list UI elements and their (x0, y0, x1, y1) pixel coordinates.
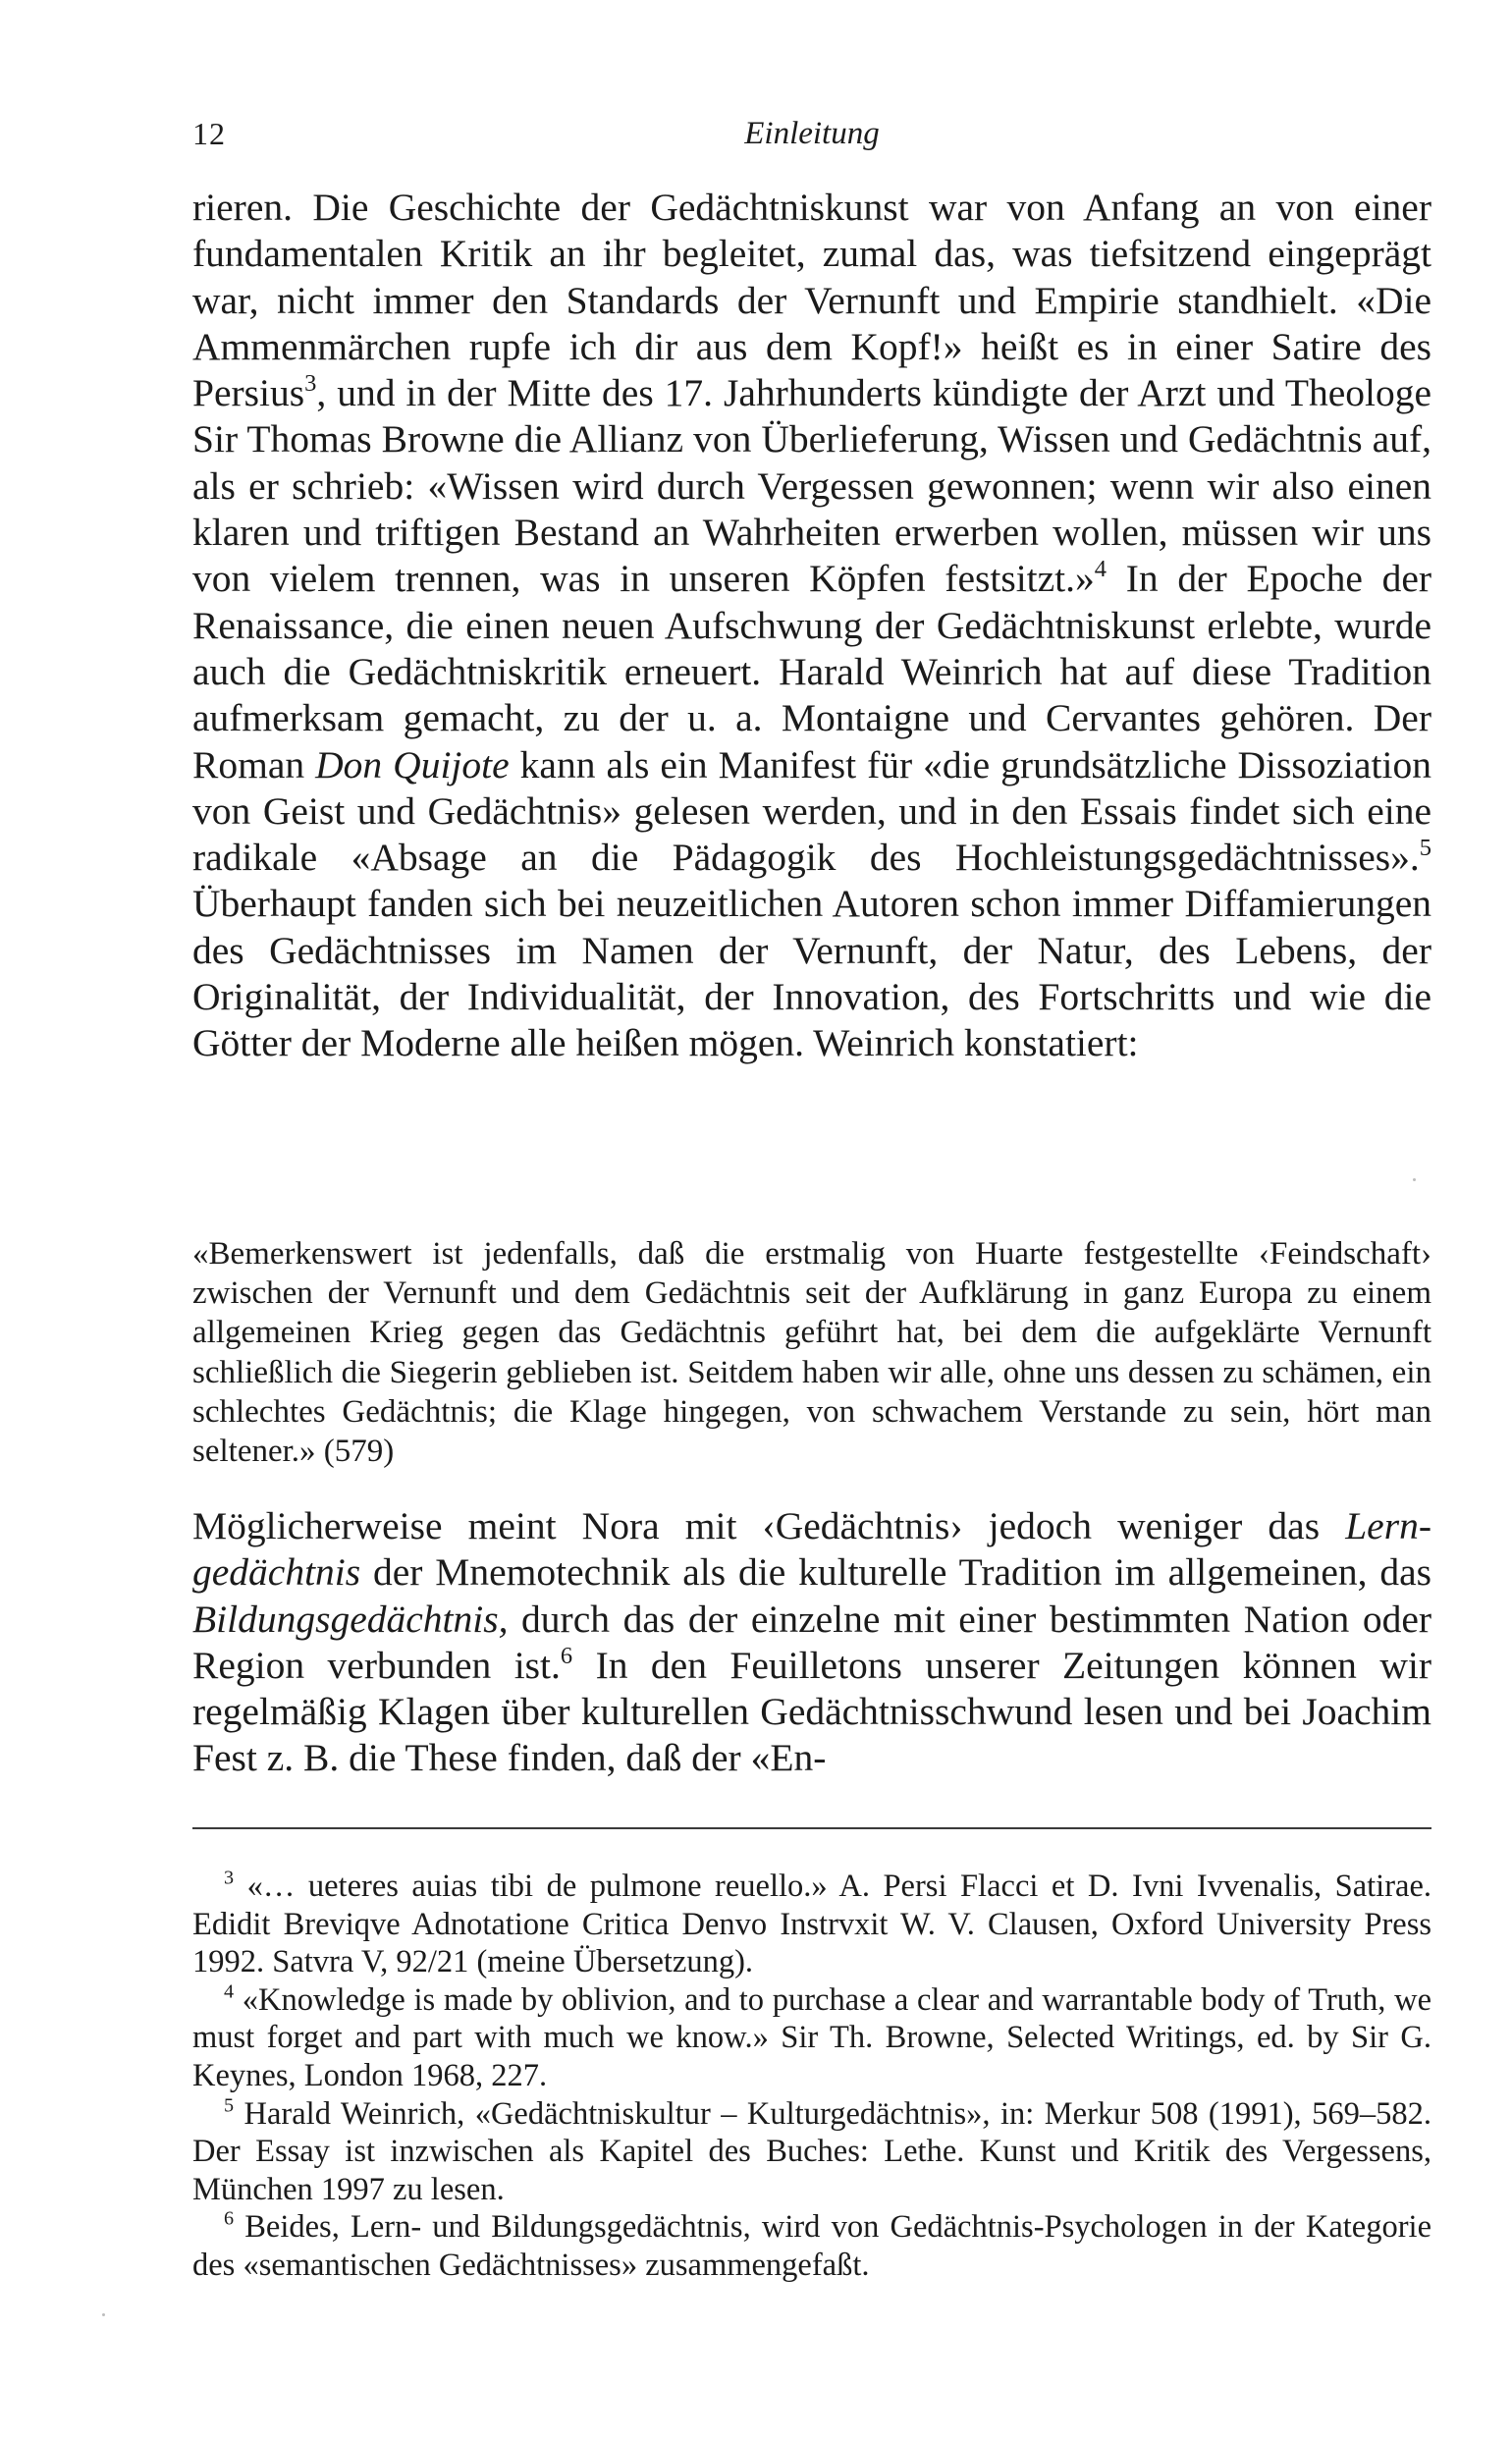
block-quote (192, 1234, 1431, 1471)
footnote-number: 4 (224, 1980, 235, 2003)
text-run: kann als ein Manifest für «die grundsätzliche Dissoziation von Geist und Gedächtnis» gelesen werden, und in den Essais findet sich eine radikale «Absage an die Pädagogik des Hochleistungsgedächtnisses». (192, 742, 1431, 880)
footnote-divider (192, 1827, 1431, 1829)
text-run: Überhaupt fanden sich bei neuzeitlichen Autoren schon immer Diffamierungen des Gedächtnisses im Namen der Vernunft, der Natur, des Lebens, der Originalität, der Individualität, der Innovation, des Fortschritts und wie die Götter der Moderne alle heißen mögen. Weinrich konstatiert: (192, 882, 1431, 1065)
main-text (192, 185, 1431, 1067)
text-run: durch das der einzelne mit einer bestimmten Nation oder Region verbunden ist. (192, 1597, 1431, 1687)
main-text-continued (192, 1503, 1431, 1782)
footnote-text: «Knowledge is made by oblivion, and to purchase a clear and warrantable body of Truth, we must forget and part with much we know.» Sir Th. Browne, Selected Writings, ed. by Sir G. Keynes, London 1968, 227. (192, 1981, 1431, 2093)
footnote-text: «… ueteres auias tibi de pulmone reuello.» A. Persi Flacci et D. Ivni Ivvenalis, Satirae. Edidit Breviqve Adnotatione Critica Denvo Instrvxit W. V. Clausen, Oxford University Press 1992. Satvra V, 92/21 (meine Übersetzung). (192, 1869, 1432, 1980)
scan-speck (1413, 1178, 1416, 1181)
footnote-ref: 6 (560, 1642, 573, 1669)
footnotes (192, 1868, 1431, 2285)
term-emphasis: Bildungsgedächtnis, (192, 1597, 509, 1641)
paragraph-1 (192, 185, 1431, 1067)
text-run: Möglicherweise meint Nora mit ‹Gedächtnis› jedoch weniger das (192, 1504, 1346, 1547)
footnote-ref: 5 (1419, 834, 1431, 861)
paragraph-2 (192, 1503, 1431, 1782)
footnote-number: 5 (224, 2094, 235, 2117)
text-run: , und in der Mitte des 17. Jahrhunderts kündigte der Arzt und Theologe Sir Thomas Browne die Allianz von Überlieferung, Wissen und Gedächtnis auf, als er schrieb: «Wissen wird durch Vergessen gewonnen; wenn wir also einen klaren und triftigen Bestand an Wahrheiten erwerben wollen, müssen wir uns von vielem trennen, was in unseren Köpfen festsitzt.» (192, 371, 1431, 601)
text-run: In den Feuilletons unserer Zeitungen können wir regelmäßig Klagen über kulturellen Gedächtnisschwund lesen und bei Joachim Fest z. B. die These finden, daß der «En- (192, 1643, 1431, 1780)
book-title: Don Quijote (315, 742, 510, 786)
footnote-number: 6 (224, 2207, 235, 2230)
page-number: 12 (192, 116, 226, 151)
text-run: In der Epoche der Renaissance, die einen neuen Aufschwung der Gedächtniskunst erlebte, wurde auch die Gedächtniskritik erneuert. Harald Weinrich hat auf diese Tradition aufmerksam gemacht, zu der u. a. Montaigne und Cervantes gehören. Der Roman (192, 557, 1432, 786)
footnote-5 (192, 2095, 1431, 2209)
scan-speck (102, 2313, 105, 2316)
footnote-4 (192, 1981, 1431, 2095)
footnote-number: 3 (224, 1867, 235, 1889)
footnote-text: Beides, Lern- und Bildungsgedächtnis, wird von Gedächtnis-Psychologen in der Kategorie des «semantischen Gedächtnisses» zusammengefaßt. (192, 2209, 1431, 2283)
text-run: rieren. Die Geschichte der Gedächtniskunst war von Anfang an von einer fundamentalen Kritik an ihr begleitet, zumal das, was tiefsitzend eingeprägt war, nicht immer den Standards der Vernunft und Empirie standhielt. «Die Ammenmärchen rupfe ich dir aus dem Kopf!» heißt es in einer Satire des Persius (192, 186, 1431, 415)
running-head: Einleitung (744, 116, 880, 151)
footnote-ref: 4 (1094, 556, 1107, 583)
term-emphasis: Lerngedächtnis (192, 1504, 1431, 1595)
footnote-ref: 3 (304, 370, 317, 398)
text-run: der Mnemotechnik als die kulturelle Tradition im allgemeinen, das (360, 1550, 1431, 1595)
quote-text: «Bemerkenswert ist jedenfalls, daß die erstmalig von Huarte festgestellte ‹Feindschaft› zwischen der Vernunft und dem Gedächtnis seit der Aufklärung in ganz Europa zu einem allgemeinen Krieg gegen das Gedächtnis geführt hat, bei dem die aufgeklärte Vernunft schließlich die Siegerin geblieben ist. Seitdem haben wir alle, ohne uns dessen zu schämen, ein schlechtes Gedächtnis; die Klage hingegen, von schwachem Verstande zu sein, hört man seltener.» (579) (192, 1236, 1431, 1470)
footnote-3 (192, 1868, 1431, 1981)
page-header (192, 116, 1431, 165)
footnote-6 (192, 2208, 1431, 2284)
footnote-text: Harald Weinrich, «Gedächtniskultur – Kulturgedächtnis», in: Merkur 508 (1991), 569–582. Der Essay ist inzwischen als Kapitel des Buches: Lethe. Kunst und Kritik des Vergessens, München 1997 zu lesen. (192, 2095, 1431, 2207)
